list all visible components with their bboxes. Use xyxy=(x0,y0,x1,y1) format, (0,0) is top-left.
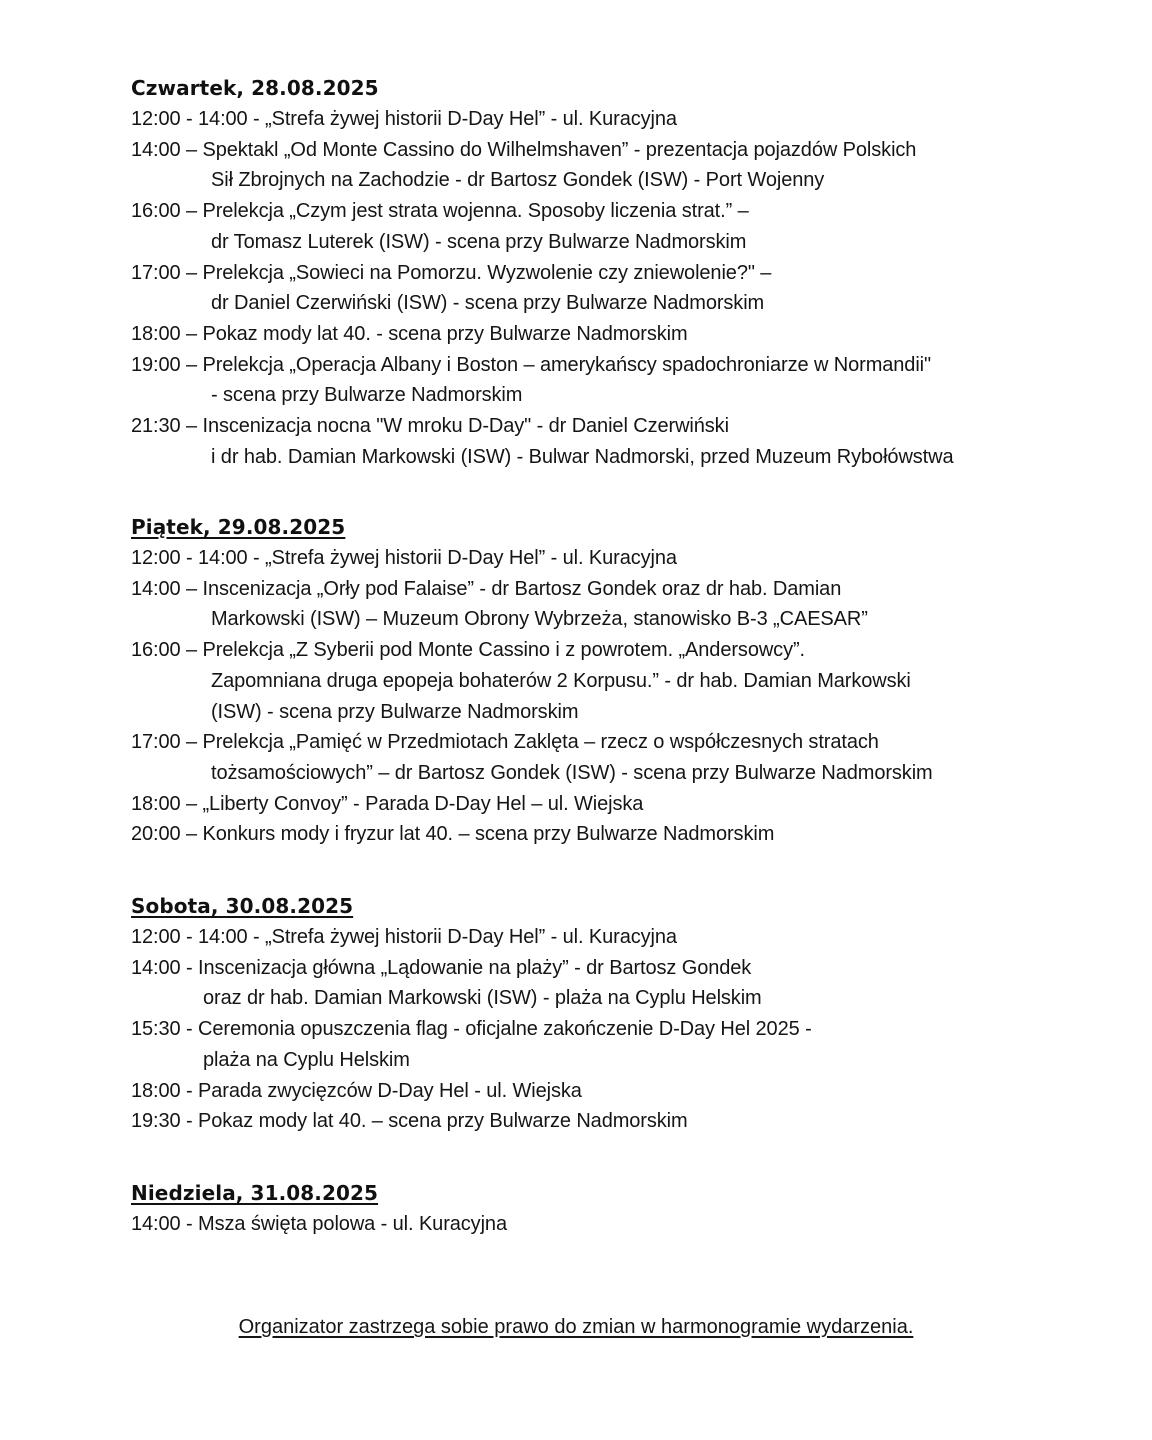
event-line: 19:00 – Prelekcja „Operacja Albany i Boston – amerykańscy spadochroniarze w Normandii" xyxy=(131,353,932,376)
event-line-continuation: i dr hab. Damian Markowski (ISW) - Bulwar Nadmorski, przed Muzeum Rybołówstwa xyxy=(211,445,954,468)
event-line-continuation: dr Daniel Czerwiński (ISW) - scena przy Bulwarze Nadmorskim xyxy=(211,292,765,315)
event-line-continuation: (ISW) - scena przy Bulwarze Nadmorskim xyxy=(211,700,579,723)
event-line-continuation: Sił Zbrojnych na Zachodzie - dr Bartosz Gondek (ISW) - Port Wojenny xyxy=(211,169,825,192)
event-line-continuation: oraz dr hab. Damian Markowski (ISW) - plaża na Cyplu Helskim xyxy=(203,987,762,1010)
event-line: 12:00 - 14:00 - „Strefa żywej historii D-Day Hel” - ul. Kuracyjna xyxy=(131,108,677,130)
event-item xyxy=(131,635,933,727)
event-line: 12:00 - 14:00 - „Strefa żywej historii D-Day Hel” - ul. Kuracyjna xyxy=(131,547,677,569)
event-line: 18:00 – Pokaz mody lat 40. - scena przy Bulwarze Nadmorskim xyxy=(131,322,688,345)
event-line-continuation: - scena przy Bulwarze Nadmorskim xyxy=(211,384,523,407)
event-item xyxy=(131,350,954,411)
event-item xyxy=(131,1209,507,1240)
event-line: 12:00 - 14:00 - „Strefa żywej historii D-Day Hel” - ul. Kuracyjna xyxy=(131,926,677,948)
event-line-continuation: Markowski (ISW) – Muzeum Obrony Wybrzeża, stanowisko B-3 „CAESAR” xyxy=(211,608,868,631)
event-line: 16:00 – Prelekcja „Czym jest strata wojenna. Sposoby liczenia strat.” – xyxy=(131,200,749,223)
event-line: 17:00 – Prelekcja „Pamięć w Przedmiotach Zaklęta – rzecz o współczesnych stratach xyxy=(131,731,879,754)
day-heading: Piątek, 29.08.2025 xyxy=(131,515,346,539)
event-list xyxy=(131,1209,507,1240)
event-item xyxy=(131,258,954,319)
event-line: 21:30 – Inscenizacja nocna "W mroku D-Day" - dr Daniel Czerwiński xyxy=(131,415,729,438)
event-item xyxy=(131,574,933,635)
event-line: 14:00 – Spektakl „Od Monte Cassino do Wilhelmshaven” - prezentacja pojazdów Polskich xyxy=(131,138,917,161)
event-line: 15:30 - Ceremonia opuszczenia flag - oficjalne zakończenie D-Day Hel 2025 - xyxy=(131,1018,812,1041)
event-line: 19:30 - Pokaz mody lat 40. – scena przy Bulwarze Nadmorskim xyxy=(131,1110,688,1133)
event-list xyxy=(131,104,954,472)
day-heading: Niedziela, 31.08.2025 xyxy=(131,1181,379,1205)
footer-notice: Organizator zastrzega sobie prawo do zmian w harmonogramie wydarzenia. xyxy=(238,1316,914,1338)
event-line: 14:00 - Msza święta polowa - ul. Kuracyjna xyxy=(131,1213,507,1235)
event-item xyxy=(131,104,954,135)
event-line-continuation: Zapomniana druga epopeja bohaterów 2 Korpusu.” - dr hab. Damian Markowski xyxy=(211,669,911,692)
day-sunday xyxy=(131,1179,507,1240)
event-item xyxy=(131,196,954,257)
event-item xyxy=(131,819,933,850)
footer-disclaimer xyxy=(0,1312,1152,1342)
event-item xyxy=(131,727,933,788)
event-item xyxy=(131,319,954,350)
event-item xyxy=(131,953,812,1014)
event-item xyxy=(131,411,954,472)
event-line-continuation: plaża na Cyplu Helskim xyxy=(203,1048,410,1071)
event-list xyxy=(131,922,812,1137)
event-item xyxy=(131,789,933,820)
event-line: 18:00 – „Liberty Convoy” - Parada D-Day Hel – ul. Wiejska xyxy=(131,792,644,815)
event-item xyxy=(131,922,812,953)
event-item xyxy=(131,135,954,196)
event-line: 18:00 - Parada zwycięzców D-Day Hel - ul. Wiejska xyxy=(131,1079,582,1102)
event-item xyxy=(131,1076,812,1107)
event-line-continuation: tożsamościowych” – dr Bartosz Gondek (ISW) - scena przy Bulwarze Nadmorskim xyxy=(211,761,933,784)
event-list xyxy=(131,543,933,850)
event-line: 14:00 - Inscenizacja główna „Lądowanie na plaży” - dr Bartosz Gondek xyxy=(131,956,752,979)
event-line: 16:00 – Prelekcja „Z Syberii pod Monte Cassino i z powrotem. „Andersowcy”. xyxy=(131,639,805,662)
event-line-continuation: dr Tomasz Luterek (ISW) - scena przy Bulwarze Nadmorskim xyxy=(211,230,747,253)
event-line: 14:00 – Inscenizacja „Orły pod Falaise” - dr Bartosz Gondek oraz dr hab. Damian xyxy=(131,577,842,600)
event-item xyxy=(131,1106,812,1137)
day-thursday xyxy=(131,74,954,472)
event-line: 20:00 – Konkurs mody i fryzur lat 40. – scena przy Bulwarze Nadmorskim xyxy=(131,823,775,846)
event-line: 17:00 – Prelekcja „Sowieci na Pomorzu. Wyzwolenie czy zniewolenie?" – xyxy=(131,261,772,284)
day-heading: Sobota, 30.08.2025 xyxy=(131,894,354,918)
event-item xyxy=(131,1014,812,1075)
day-heading: Czwartek, 28.08.2025 xyxy=(131,76,379,100)
day-saturday xyxy=(131,892,812,1137)
event-item xyxy=(131,543,933,574)
day-friday xyxy=(131,513,933,850)
